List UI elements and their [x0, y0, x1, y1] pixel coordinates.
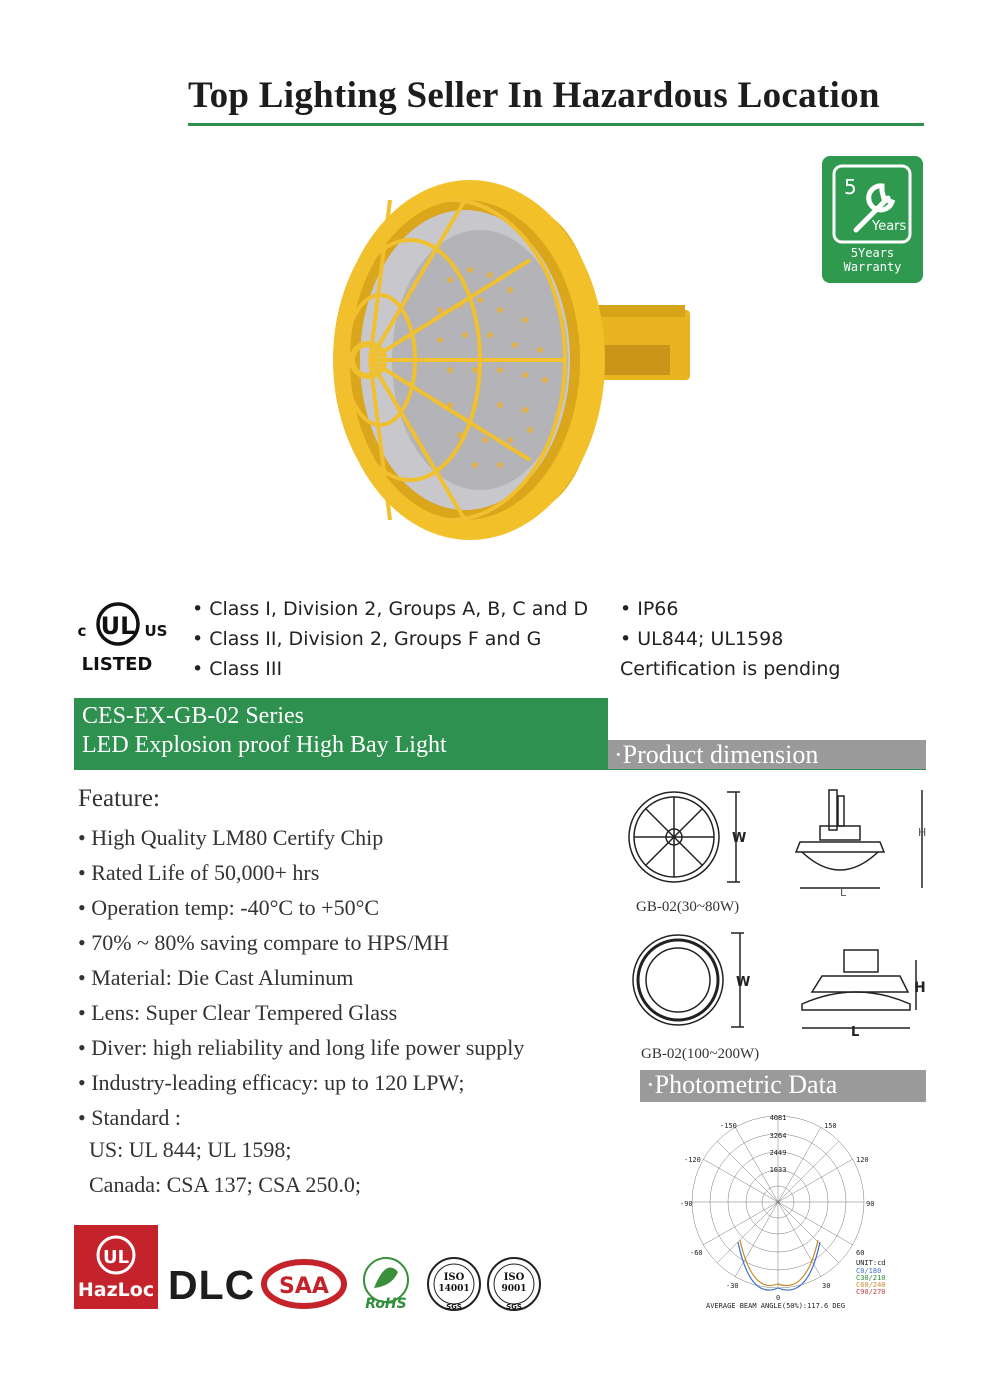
class-item: • Class III	[192, 658, 283, 680]
feature-item: • Standard :	[78, 1105, 182, 1130]
angle-label: 90	[866, 1200, 875, 1208]
cert-item: Certification is pending	[620, 658, 841, 680]
angle-label: 60	[856, 1249, 865, 1257]
legend-item: C30/210	[856, 1274, 886, 1282]
angle-label: 0	[776, 1294, 781, 1302]
certification-list	[620, 594, 840, 684]
feature-item: • Material: Die Cast Aluminum	[78, 965, 354, 990]
photometric-value: 3264	[769, 1132, 787, 1140]
class-item: • Class I, Division 2, Groups A, B, C and D	[192, 598, 589, 620]
feature-item: • High Quality LM80 Certify Chip	[78, 825, 384, 850]
ul-c: c	[77, 622, 87, 640]
angle-label: -120	[684, 1156, 701, 1164]
svg-text:14001: 14001	[438, 1284, 470, 1294]
standard-us: US: UL 844; UL 1598;	[89, 1137, 292, 1162]
page-title: Top Lighting Seller In Hazardous Location	[188, 75, 880, 116]
dimension-model-2: GB-02(100~200W)	[641, 1046, 760, 1062]
dim-l-label: L	[840, 886, 847, 899]
wrench-icon	[832, 164, 914, 246]
series-description: LED Explosion proof High Bay Light	[82, 732, 447, 758]
warranty-years-text: Years	[872, 219, 907, 234]
beam-angle-text: AVERAGE BEAM ANGLE(50%):117.6 DEG	[706, 1302, 846, 1310]
ul-listed-logo	[74, 598, 174, 678]
legend-item: C90/270	[856, 1288, 886, 1296]
ul-mark: UL	[100, 612, 136, 640]
warranty-label	[822, 246, 923, 274]
svg-text:UL: UL	[102, 1247, 130, 1268]
dim-h-label: H	[918, 826, 927, 839]
standard-canada: Canada: CSA 137; CSA 250.0;	[89, 1172, 361, 1197]
photometric-data-heading: ·Photometric Data	[640, 1070, 926, 1102]
hazloc-label: HazLoc	[77, 1279, 155, 1301]
legend-item: C60/240	[856, 1281, 886, 1289]
photometric-value: 2449	[769, 1149, 787, 1157]
svg-text:ISO: ISO	[443, 1272, 465, 1283]
feature-item: • Diver: high reliability and long life power supply	[78, 1035, 525, 1060]
angle-label: 120	[856, 1156, 869, 1164]
dlc-logo: DLC	[168, 1262, 256, 1308]
angle-label: -90	[680, 1200, 693, 1208]
dimension-drawing-small	[622, 790, 932, 900]
hazard-class-list	[192, 594, 588, 684]
cert-item: • IP66	[620, 598, 679, 620]
rohs-logo	[358, 1256, 414, 1312]
angle-label: 150	[824, 1122, 837, 1130]
photometric-value: 1633	[769, 1166, 787, 1174]
svg-text:SAA: SAA	[279, 1274, 329, 1299]
feature-item: • 70% ~ 80% saving compare to HPS/MH	[78, 930, 449, 955]
dimension-drawing-large	[626, 930, 936, 1040]
dim-l-label-2: L	[851, 1025, 860, 1040]
svg-text:RoHS: RoHS	[365, 1296, 407, 1312]
dim-w-label: W	[732, 831, 747, 846]
product-dimension-heading: ·Product dimension	[608, 740, 926, 769]
legend-item: C0/180	[856, 1267, 882, 1275]
ul-listed-text: LISTED	[81, 654, 153, 675]
angle-label: -60	[690, 1249, 703, 1257]
svg-text:SGS: SGS	[506, 1303, 522, 1311]
series-banner	[74, 698, 608, 770]
dimension-model-1: GB-02(30~80W)	[636, 899, 740, 915]
legend-title: UNIT:cd	[856, 1259, 886, 1267]
photometric-diagram	[680, 1112, 910, 1312]
title-underline	[188, 123, 924, 126]
svg-text:9001: 9001	[501, 1284, 527, 1294]
feature-item: • Operation temp: -40°C to +50°C	[78, 895, 380, 920]
series-name: CES-EX-GB-02 Series	[82, 703, 304, 729]
iso-14001-badge	[426, 1256, 482, 1312]
hazloc-badge	[74, 1225, 158, 1309]
cert-item: • UL844; UL1598	[620, 628, 784, 650]
angle-label: -30	[726, 1282, 739, 1290]
feature-item: • Rated Life of 50,000+ hrs	[78, 860, 320, 885]
ul-us: US	[144, 622, 168, 640]
warranty-number: 5	[844, 175, 857, 199]
svg-text:SGS: SGS	[446, 1303, 462, 1311]
dim-w-label-2: W	[736, 975, 751, 990]
angle-label: 30	[822, 1282, 831, 1290]
warranty-line1: 5Years	[850, 246, 895, 260]
feature-list	[78, 820, 524, 1135]
feature-item: • Lens: Super Clear Tempered Glass	[78, 1000, 398, 1025]
feature-heading: Feature:	[78, 785, 160, 812]
feature-item: • Industry-leading efficacy: up to 120 LPW;	[78, 1070, 465, 1095]
warranty-line2: Warranty	[843, 260, 902, 274]
product-image	[300, 170, 700, 560]
iso-9001-badge	[486, 1256, 542, 1312]
svg-text:ISO: ISO	[503, 1272, 525, 1283]
photometric-value: 4081	[769, 1114, 787, 1122]
warranty-badge	[822, 156, 923, 283]
class-item: • Class II, Division 2, Groups F and G	[192, 628, 542, 650]
angle-label: -150	[720, 1122, 737, 1130]
saa-logo	[262, 1256, 346, 1314]
dim-h-label-2: H	[914, 980, 926, 996]
